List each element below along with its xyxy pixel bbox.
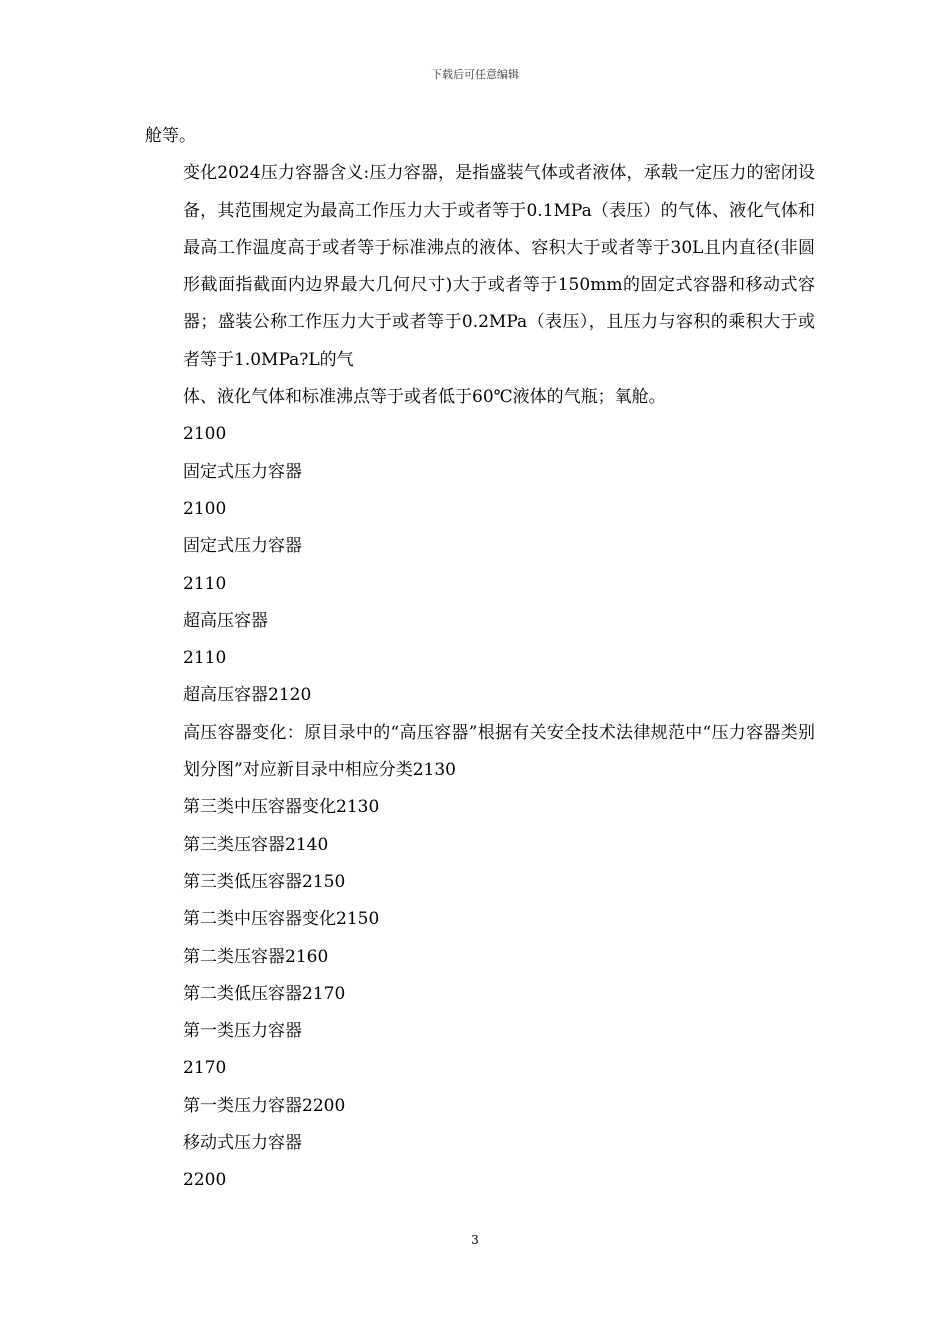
paragraph: 体、液化气体和标准沸点等于或者低于60℃液体的气瓶；氧舱。 bbox=[183, 387, 666, 408]
page-header: 下载后可任意编辑 bbox=[431, 68, 519, 81]
paragraph: 固定式压力容器 bbox=[183, 536, 302, 557]
paragraph: 超高压容器 bbox=[183, 610, 268, 631]
paragraph: 2110 bbox=[183, 573, 227, 594]
paragraph: 第一类压力容器2200 bbox=[183, 1095, 346, 1116]
paragraph: 超高压容器2120 bbox=[183, 685, 312, 706]
paragraph: 2100 bbox=[183, 498, 227, 519]
paragraph: 固定式压力容器 bbox=[183, 461, 302, 482]
paragraph: 2200 bbox=[183, 1170, 227, 1191]
paragraph: 2100 bbox=[183, 424, 227, 445]
paragraph: 变化2024压力容器含义:压力容器，是指盛装气体或者液体，承载一定压力的密闭设备，其范围规定为最高工作压力大于或者等于0.1MPa（表压）的气体、液化气体和最高工作温度高于或者等于标准沸点的液体、容积大于或者等于30L且内直径(非圆形截面指截面内边界最大几何尺寸)大于或者等于150mm的固定式容器和移动式容器；盛装公称工作压力大于或者等于0.2MPa（表压），且压力与容积的乘积大于或者等于1.0MPa?L的气 bbox=[183, 163, 815, 370]
paragraph: 高压容器变化：原目录中的“高压容器”根据有关安全技术法律规范中“压力容器类别划分图”对应新目录中相应分类2130 bbox=[183, 722, 815, 781]
document-body bbox=[145, 118, 815, 1200]
paragraph: 移动式压力容器 bbox=[183, 1133, 302, 1154]
paragraph: 2110 bbox=[183, 648, 227, 669]
page-number: 3 bbox=[471, 1233, 479, 1247]
paragraph: 第三类压容器2140 bbox=[183, 834, 329, 855]
paragraph: 第三类低压容器2150 bbox=[183, 871, 346, 892]
paragraph: 舱等。 bbox=[145, 126, 196, 146]
paragraph: 第二类中压容器变化2150 bbox=[183, 909, 380, 930]
paragraph: 2170 bbox=[183, 1058, 227, 1079]
paragraph: 第二类压容器2160 bbox=[183, 946, 329, 967]
paragraph: 第三类中压容器变化2130 bbox=[183, 797, 380, 818]
paragraph: 第一类压力容器 bbox=[183, 1021, 302, 1042]
paragraph: 第二类低压容器2170 bbox=[183, 983, 346, 1004]
